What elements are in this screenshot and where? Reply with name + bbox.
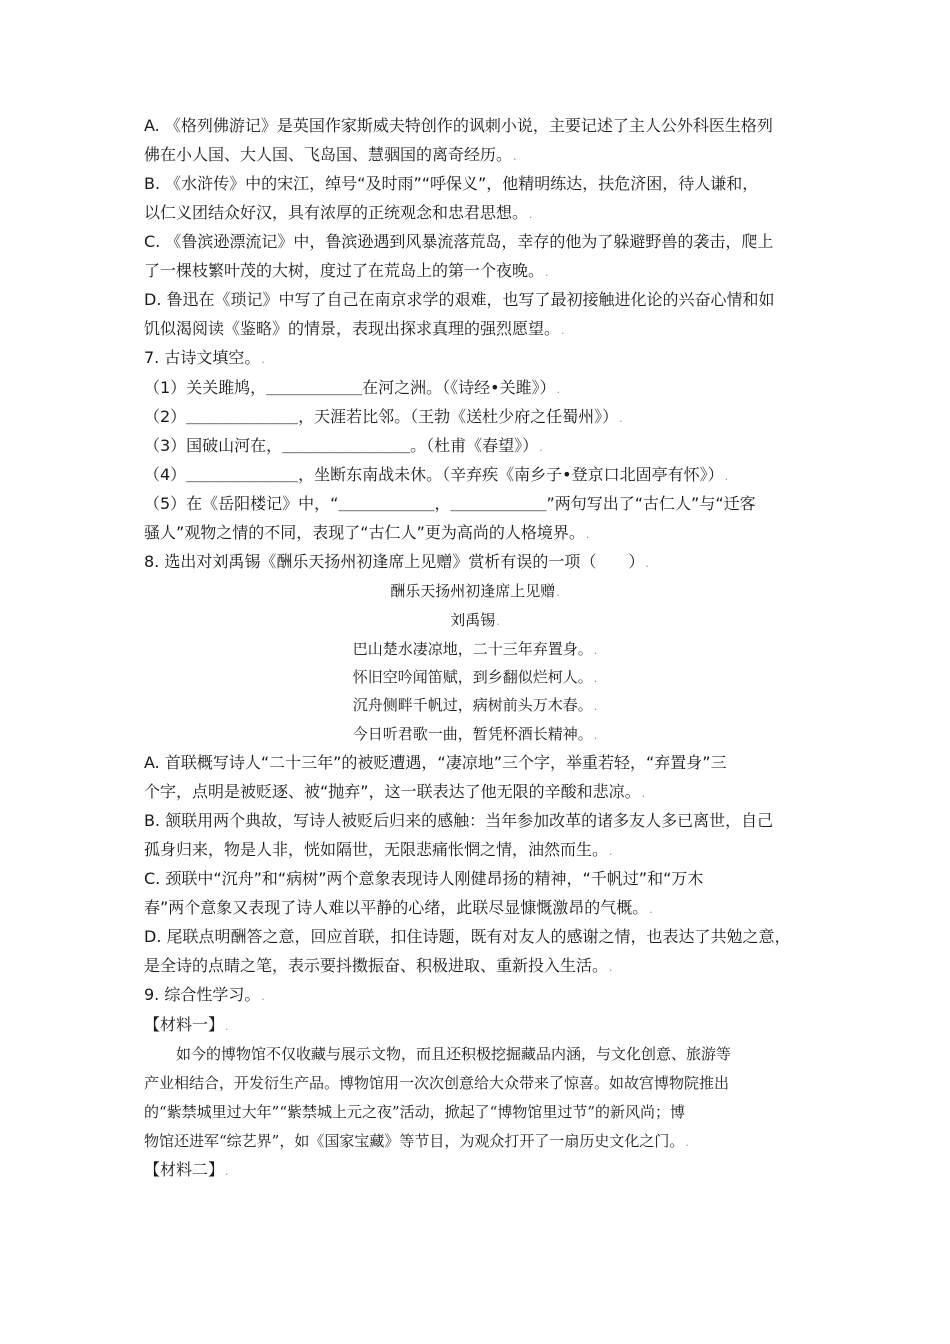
material-2-label: 【材料二】. (144, 1160, 229, 1179)
q8-option-c-line-2: 春”两个意象又表现了诗人难以平静的心绪，此联尽显慷慨激昂的气概。. (144, 898, 653, 917)
material-1-text-line: 如今的博物馆不仅收藏与展示文物，而且还积极挖掘藏品内涵，与文化创意、旅游等 (176, 1045, 732, 1063)
q7-item-1: （1）关关雎鸠，＿＿＿＿＿＿在河之洲。（《诗经•关雎》）. (144, 378, 561, 397)
q7-item-5-line-2: 骚人”观物之情的不同，表现了“古仁人”更为高尚的人格境界。. (144, 523, 590, 542)
q8-option-c-line-1: C. 颈联中“沉舟”和“病树”两个意象表现诗人刚健昂扬的精神，“千帆过”和“万木 (144, 869, 704, 888)
q8-option-b-line-1: B. 颔联用两个典故，写诗人被贬后归来的感触：当年参加改革的诸多友人多已离世，自己 (144, 811, 774, 830)
q9-heading: 9. 综合性学习。. (144, 985, 265, 1004)
q6-option-a-line-1: A. 《格列佛游记》是英国作家斯威夫特创作的讽刺小说，主要记述了主人公外科医生格列 (144, 116, 773, 135)
poem-title: 酬乐天扬州初逢席上见赠. (390, 582, 560, 600)
q8-option-d-line-1: D. 尾联点明酬答之意，回应首联，扣住诗题，既有对友人的感谢之情，也表达了共勉之意， (144, 927, 791, 946)
q6-option-c-line-2: 了一棵枝繁叶茂的大树，度过了在荒岛上的第一个夜晚。. (144, 261, 549, 280)
q6-option-a-line-2: 佛在小人国、大人国、飞岛国、慧骃国的离奇经历。. (144, 145, 517, 164)
q7-item-5-line-1: （5）在《岳阳楼记》中，“＿＿＿＿＿＿，＿＿＿＿＿＿”两句写出了“古仁人”与“迁客 (144, 494, 756, 513)
q6-option-d-line-2: 饥似渴阅读《鉴略》的情景，表现出探求真理的强烈愿望。. (144, 319, 565, 338)
material-1-label: 【材料一】. (144, 1015, 229, 1034)
q6-option-b-line-1: B. 《水浒传》中的宋江，绰号“及时雨”“呼保义”，他精明练达，扶危济困，待人谦和， (144, 174, 759, 193)
q6-option-d-line-1: D. 鲁迅在《琐记》中写了自己在南京求学的艰难，也写了最初接触进化论的兴奋心情和如 (144, 290, 775, 309)
q7-item-4: （4）＿＿＿＿＿＿＿，坐断东南战未休。（辛弃疾《南乡子•登京口北固亭有怀》）. (144, 465, 729, 484)
material-1-text-line: 的“紫禁城里过大年”“紫禁城上元之夜”活动，掀起了“博物馆里过节”的新风尚；博 (144, 1103, 686, 1121)
q7-heading: 7. 古诗文填空。. (144, 348, 265, 367)
q8-heading: 8. 选出对刘禹锡《酬乐天扬州初逢席上见赠》赏析有误的一项（ ）. (144, 552, 649, 571)
material-1-text-line: 产业相结合，开发衍生产品。博物馆用一次次创意给大众带来了惊喜。如故宫博物院推出 (144, 1074, 730, 1092)
q6-option-c-line-1: C. 《鲁滨逊漂流记》中，鲁滨逊遇到风暴流落荒岛，幸存的他为了躲避野兽的袭击，爬上 (144, 232, 774, 251)
q6-option-b-line-2: 以仁义团结众好汉，具有浓厚的正统观念和忠君思想。. (144, 203, 533, 222)
q7-item-2: （2）＿＿＿＿＿＿＿，天涯若比邻。（王勃《送杜少府之任蜀州》）. (144, 407, 623, 426)
poem-author: 刘禹锡. (450, 611, 500, 629)
poem-line: 沉舟侧畔千帆过，病树前头万木春。. (352, 696, 598, 714)
q7-item-3: （3）国破山河在，＿＿＿＿＿＿＿＿。（杜甫《春望》）. (144, 436, 543, 455)
q8-option-d-line-2: 是全诗的点睛之笔，表示要抖擞振奋、积极进取、重新投入生活。. (144, 956, 613, 975)
material-1-text-line: 物馆还进军“综艺界”，如《国家宝藏》等节目，为观众打开了一扇历史文化之门。. (144, 1132, 689, 1150)
q8-option-a-line-1: A. 首联概写诗人“二十三年”的被贬遭遇，“凄凉地”三个字，举重若轻，“弃置身”三 (144, 753, 727, 772)
q8-option-a-line-2: 个字，点明是被贬逐、被“抛弃”，这一联表达了他无限的辛酸和悲凉。. (144, 782, 646, 801)
poem-line: 怀旧空吟闻笛赋，到乡翻似烂柯人。. (352, 668, 598, 686)
poem-line: 今日听君歌一曲，暂凭杯酒长精神。. (352, 725, 598, 743)
q8-option-b-line-2: 孤身归来，物是人非，恍如隔世，无限悲痛怅惘之情，油然而生。. (144, 840, 613, 859)
poem-line: 巴山楚水凄凉地，二十三年弃置身。. (352, 640, 598, 658)
